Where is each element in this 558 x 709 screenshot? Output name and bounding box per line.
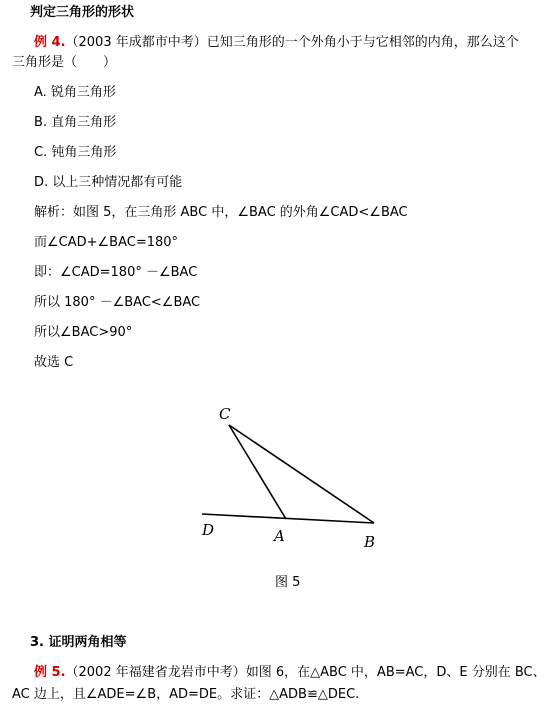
solution-line-1: 解析：如图 5，在三角形 ABC 中，∠BAC 的外角∠CAD<∠BAC (34, 205, 408, 220)
example-4-line2: 三角形是（ ） (12, 55, 117, 70)
example-5-line1 (34, 664, 546, 682)
vertex-label-b: B (364, 533, 376, 551)
segment-da (202, 514, 374, 523)
solution-line-2: 而∠CAD+∠BAC=180° (34, 235, 179, 250)
figure-5-caption: 图 5 (275, 575, 301, 590)
option-a: A. 锐角三角形 (34, 85, 116, 100)
option-c: C. 钝角三角形 (34, 145, 117, 160)
section-title-shape: 判定三角形的形状 (30, 5, 135, 20)
example-5-line2: AC 边上，且∠ADE=∠B，AD=DE。求证：△ADB≌△DEC. (12, 687, 360, 702)
section-title-prove-angles: 3. 证明两角相等 (30, 635, 127, 650)
example-4-label: 例 4. (34, 35, 66, 50)
option-b: B. 直角三角形 (34, 115, 117, 130)
option-d: D. 以上三种情况都有可能 (34, 175, 183, 190)
vertex-label-c: C (219, 405, 231, 423)
example-5-label: 例 5. (34, 665, 66, 680)
example-4-question-text: （2003 年成都市中考）已知三角形的一个外角小于与它相邻的内角，那么这个 (65, 35, 519, 50)
example-5-question-text: （2002 年福建省龙岩市中考）如图 6，在△ABC 中，AB=AC，D、E 分别在 BC、 (65, 665, 546, 680)
vertex-label-d: D (202, 521, 215, 539)
solution-line-5: 所以∠BAC>90° (34, 325, 133, 340)
solution-line-3: 即：∠CAD=180° －∠BAC (34, 265, 198, 280)
segment-cb (229, 425, 374, 523)
solution-line-6: 故选 C (34, 355, 74, 370)
vertex-label-a: A (274, 527, 285, 545)
solution-line-4: 所以 180° －∠BAC<∠BAC (34, 295, 201, 310)
segment-ca (229, 425, 286, 519)
